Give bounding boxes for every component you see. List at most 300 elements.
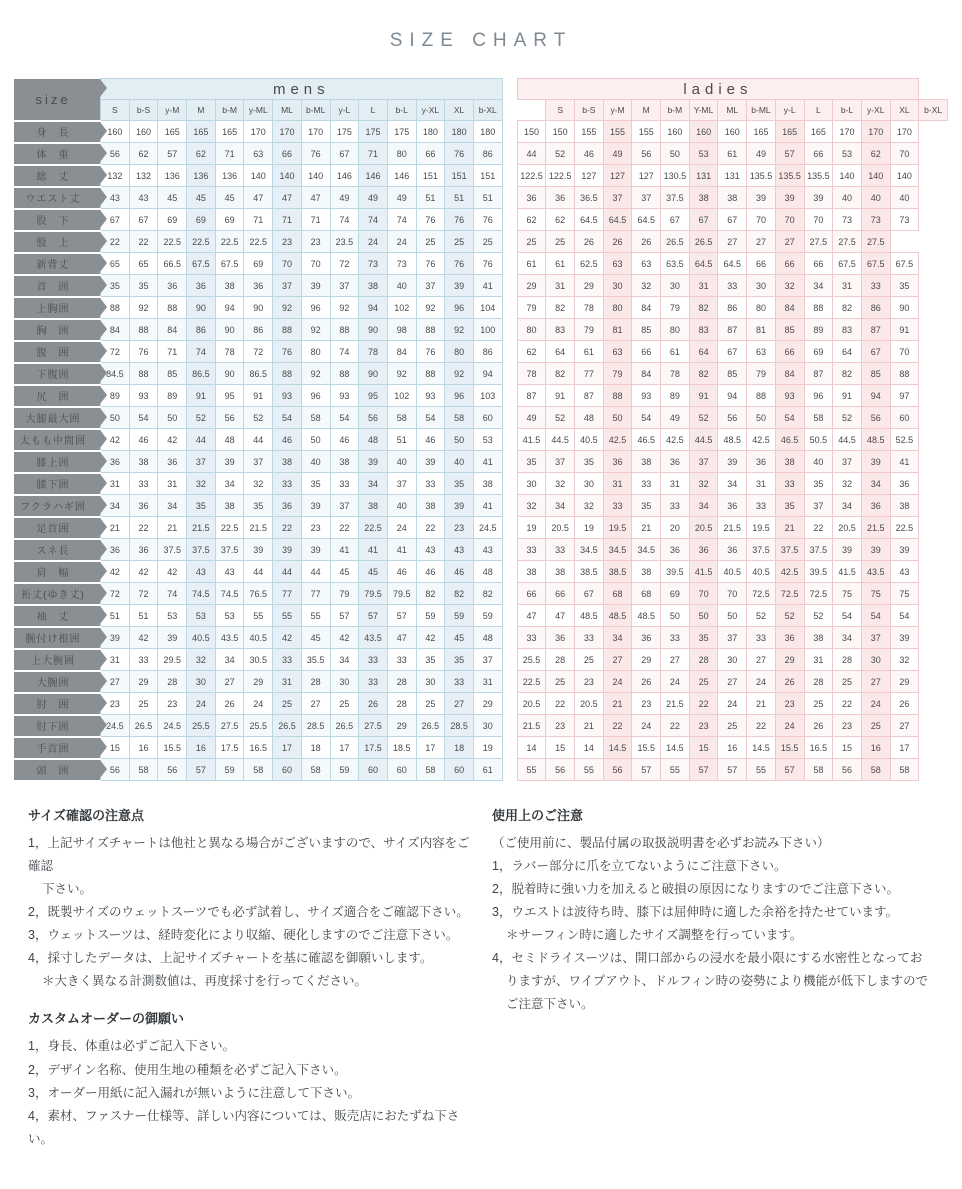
cell-ladies: 38 bbox=[775, 451, 804, 473]
cell-ladies: 54 bbox=[890, 605, 919, 627]
cell-ladies: 31 bbox=[833, 275, 862, 297]
cell-ladies: 67.5 bbox=[833, 253, 862, 275]
cell-mens: 96 bbox=[301, 297, 330, 319]
cell-mens: 45 bbox=[187, 187, 216, 209]
cell-mens: 28 bbox=[387, 671, 416, 693]
cell-mens: 25 bbox=[330, 693, 359, 715]
cell-mens: 62 bbox=[187, 143, 216, 165]
cell-ladies: 33 bbox=[603, 495, 632, 517]
cell-ladies: 52 bbox=[689, 407, 718, 429]
notes-line: 3，ウエストは波待ち時、膝下は屈伸時に適した余裕を持たせています。 bbox=[492, 901, 934, 924]
column-gap bbox=[502, 363, 517, 385]
cell-mens: 92 bbox=[387, 363, 416, 385]
cell-ladies: 87 bbox=[575, 385, 604, 407]
cell-mens: 71 bbox=[359, 143, 388, 165]
cell-mens: 30 bbox=[416, 671, 445, 693]
cell-mens: 93 bbox=[273, 385, 302, 407]
cell-mens: 36 bbox=[158, 451, 187, 473]
cell-mens: 27.5 bbox=[215, 715, 244, 737]
cell-mens: 36 bbox=[187, 275, 216, 297]
cell-mens: 94 bbox=[473, 363, 502, 385]
cell-mens: 95 bbox=[215, 385, 244, 407]
cell-mens: 36 bbox=[101, 539, 130, 561]
notes-line: 下さい。 bbox=[28, 878, 470, 901]
cell-mens: 31 bbox=[101, 649, 130, 671]
column-header-mens-b-M: b-M bbox=[215, 100, 244, 121]
cell-ladies: 15 bbox=[546, 737, 575, 759]
cell-mens: 44 bbox=[187, 429, 216, 451]
column-header-mens-S: S bbox=[101, 100, 130, 121]
cell-ladies: 43 bbox=[890, 561, 919, 583]
cell-ladies: 57 bbox=[632, 759, 661, 781]
cell-ladies: 58 bbox=[804, 759, 833, 781]
column-gap bbox=[517, 100, 546, 121]
cell-ladies: 135.5 bbox=[804, 165, 833, 187]
cell-ladies: 36 bbox=[661, 539, 690, 561]
cell-ladies: 28 bbox=[689, 649, 718, 671]
cell-ladies: 53 bbox=[689, 143, 718, 165]
cell-mens: 96 bbox=[445, 297, 474, 319]
cell-ladies: 70 bbox=[804, 209, 833, 231]
cell-ladies: 25 bbox=[546, 671, 575, 693]
column-gap bbox=[502, 473, 517, 495]
cell-mens: 46 bbox=[445, 561, 474, 583]
cell-ladies: 21 bbox=[603, 693, 632, 715]
cell-mens: 44 bbox=[273, 561, 302, 583]
cell-ladies: 30 bbox=[747, 275, 776, 297]
cell-ladies: 15 bbox=[689, 737, 718, 759]
cell-ladies: 34 bbox=[603, 627, 632, 649]
cell-mens: 53 bbox=[187, 605, 216, 627]
cell-mens: 26.5 bbox=[129, 715, 158, 737]
cell-mens: 37 bbox=[273, 275, 302, 297]
cell-ladies: 50 bbox=[747, 407, 776, 429]
cell-mens: 33 bbox=[273, 649, 302, 671]
cell-ladies: 41.5 bbox=[833, 561, 862, 583]
cell-ladies: 22 bbox=[603, 715, 632, 737]
cell-mens: 41 bbox=[387, 539, 416, 561]
cell-mens: 22.5 bbox=[244, 231, 273, 253]
cell-mens: 136 bbox=[158, 165, 187, 187]
cell-mens: 37.5 bbox=[187, 539, 216, 561]
cell-mens: 90 bbox=[359, 319, 388, 341]
cell-ladies: 47 bbox=[546, 605, 575, 627]
cell-ladies: 150 bbox=[546, 121, 575, 143]
cell-mens: 46 bbox=[129, 429, 158, 451]
column-gap bbox=[502, 253, 517, 275]
cell-mens: 38 bbox=[359, 495, 388, 517]
cell-ladies: 135.5 bbox=[747, 165, 776, 187]
table-row bbox=[14, 561, 948, 583]
cell-mens: 74.5 bbox=[215, 583, 244, 605]
cell-ladies: 56 bbox=[718, 407, 747, 429]
cell-mens: 69 bbox=[187, 209, 216, 231]
cell-ladies: 40 bbox=[890, 187, 919, 209]
cell-ladies: 62 bbox=[517, 209, 546, 231]
cell-ladies: 61 bbox=[718, 143, 747, 165]
cell-ladies: 36 bbox=[546, 627, 575, 649]
cell-ladies: 29 bbox=[775, 649, 804, 671]
cell-ladies: 33 bbox=[546, 539, 575, 561]
cell-mens: 35 bbox=[129, 275, 158, 297]
cell-ladies: 67 bbox=[689, 209, 718, 231]
cell-ladies: 33 bbox=[517, 627, 546, 649]
cell-ladies: 34 bbox=[833, 495, 862, 517]
cell-mens: 48 bbox=[215, 429, 244, 451]
cell-ladies: 83 bbox=[689, 319, 718, 341]
cell-mens: 92 bbox=[129, 297, 158, 319]
cell-ladies: 22.5 bbox=[890, 517, 919, 539]
cell-mens: 38 bbox=[215, 275, 244, 297]
cell-ladies: 32 bbox=[632, 275, 661, 297]
row-label: スネ長 bbox=[14, 539, 101, 561]
cell-ladies: 87 bbox=[861, 319, 890, 341]
cell-ladies: 39 bbox=[861, 451, 890, 473]
cell-ladies: 127 bbox=[632, 165, 661, 187]
column-header-mens-XL: XL bbox=[445, 100, 474, 121]
table-row bbox=[14, 165, 948, 187]
cell-mens: 37 bbox=[416, 275, 445, 297]
cell-mens: 43 bbox=[215, 561, 244, 583]
cell-mens: 25 bbox=[445, 231, 474, 253]
cell-mens: 18.5 bbox=[387, 737, 416, 759]
table-row bbox=[14, 759, 948, 781]
cell-ladies: 21 bbox=[775, 517, 804, 539]
cell-ladies: 80 bbox=[661, 319, 690, 341]
cell-mens: 45 bbox=[158, 187, 187, 209]
column-header-ladies-S: S bbox=[546, 100, 575, 121]
cell-mens: 42 bbox=[158, 429, 187, 451]
cell-mens: 88 bbox=[330, 319, 359, 341]
cell-ladies: 29 bbox=[632, 649, 661, 671]
cell-mens: 88 bbox=[273, 319, 302, 341]
cell-mens: 19 bbox=[473, 737, 502, 759]
cell-mens: 89 bbox=[158, 385, 187, 407]
cell-ladies: 14 bbox=[575, 737, 604, 759]
cell-ladies: 61 bbox=[661, 341, 690, 363]
cell-mens: 24 bbox=[387, 517, 416, 539]
cell-ladies: 21 bbox=[575, 715, 604, 737]
cell-ladies: 24 bbox=[603, 671, 632, 693]
cell-ladies: 122.5 bbox=[546, 165, 575, 187]
cell-mens: 30 bbox=[473, 715, 502, 737]
cell-ladies: 135.5 bbox=[775, 165, 804, 187]
cell-mens: 40.5 bbox=[187, 627, 216, 649]
cell-ladies: 39 bbox=[718, 451, 747, 473]
cell-mens: 71 bbox=[158, 341, 187, 363]
cell-mens: 90 bbox=[215, 363, 244, 385]
cell-ladies: 23 bbox=[689, 715, 718, 737]
cell-mens: 84 bbox=[158, 319, 187, 341]
cell-ladies: 130.5 bbox=[661, 165, 690, 187]
cell-ladies: 94 bbox=[861, 385, 890, 407]
cell-ladies: 89 bbox=[804, 319, 833, 341]
cell-ladies: 24 bbox=[775, 715, 804, 737]
column-gap bbox=[502, 187, 517, 209]
cell-mens: 51 bbox=[445, 187, 474, 209]
cell-ladies: 29 bbox=[890, 671, 919, 693]
cell-ladies: 127 bbox=[603, 165, 632, 187]
cell-mens: 15 bbox=[101, 737, 130, 759]
cell-ladies: 23 bbox=[632, 693, 661, 715]
cell-mens: 61 bbox=[473, 759, 502, 781]
cell-ladies: 52 bbox=[546, 143, 575, 165]
cell-mens: 76 bbox=[473, 209, 502, 231]
cell-mens: 140 bbox=[301, 165, 330, 187]
cell-mens: 23 bbox=[301, 517, 330, 539]
cell-mens: 67.5 bbox=[187, 253, 216, 275]
cell-mens: 26 bbox=[215, 693, 244, 715]
cell-mens: 26.5 bbox=[273, 715, 302, 737]
cell-ladies: 62 bbox=[517, 341, 546, 363]
cell-mens: 49 bbox=[387, 187, 416, 209]
cell-ladies: 33 bbox=[747, 627, 776, 649]
cell-mens: 54 bbox=[330, 407, 359, 429]
cell-ladies: 36 bbox=[689, 539, 718, 561]
cell-mens: 58 bbox=[301, 407, 330, 429]
cell-ladies: 31 bbox=[804, 649, 833, 671]
cell-mens: 73 bbox=[387, 253, 416, 275]
cell-ladies: 25 bbox=[718, 715, 747, 737]
cell-ladies: 42.5 bbox=[603, 429, 632, 451]
cell-mens: 30 bbox=[330, 671, 359, 693]
column-header-ladies-b-M: b-M bbox=[661, 100, 690, 121]
table-row bbox=[14, 253, 948, 275]
cell-ladies: 21 bbox=[632, 517, 661, 539]
cell-ladies: 37 bbox=[804, 495, 833, 517]
cell-ladies: 27 bbox=[718, 671, 747, 693]
column-header-mens-b-XL: b-XL bbox=[473, 100, 502, 121]
cell-mens: 43.5 bbox=[215, 627, 244, 649]
cell-ladies: 33 bbox=[747, 495, 776, 517]
cell-mens: 51 bbox=[129, 605, 158, 627]
cell-mens: 54 bbox=[273, 407, 302, 429]
cell-mens: 62 bbox=[129, 143, 158, 165]
cell-ladies: 64 bbox=[689, 341, 718, 363]
cell-mens: 52 bbox=[187, 407, 216, 429]
cell-ladies: 67 bbox=[575, 583, 604, 605]
cell-ladies: 27 bbox=[775, 231, 804, 253]
cell-mens: 42 bbox=[101, 429, 130, 451]
column-header-mens-y-ML: y-ML bbox=[244, 100, 273, 121]
cell-ladies: 28 bbox=[804, 671, 833, 693]
cell-ladies: 84 bbox=[632, 363, 661, 385]
cell-ladies: 42.5 bbox=[661, 429, 690, 451]
cell-ladies: 36 bbox=[603, 451, 632, 473]
cell-mens: 17 bbox=[273, 737, 302, 759]
cell-mens: 38 bbox=[273, 451, 302, 473]
cell-mens: 32 bbox=[244, 473, 273, 495]
cell-ladies: 77 bbox=[575, 363, 604, 385]
cell-ladies: 48.5 bbox=[575, 605, 604, 627]
cell-ladies: 36.5 bbox=[575, 187, 604, 209]
row-label: 股 上 bbox=[14, 231, 101, 253]
cell-ladies: 34 bbox=[689, 495, 718, 517]
cell-ladies: 170 bbox=[861, 121, 890, 143]
cell-ladies: 36 bbox=[747, 451, 776, 473]
cell-mens: 45 bbox=[301, 627, 330, 649]
cell-ladies: 39 bbox=[747, 187, 776, 209]
cell-ladies: 81 bbox=[603, 319, 632, 341]
cell-ladies: 88 bbox=[804, 297, 833, 319]
cell-ladies: 36 bbox=[546, 187, 575, 209]
cell-mens: 84.5 bbox=[101, 363, 130, 385]
cell-ladies: 52.5 bbox=[890, 429, 919, 451]
cell-ladies: 69 bbox=[661, 583, 690, 605]
cell-ladies: 82 bbox=[689, 297, 718, 319]
cell-mens: 50 bbox=[101, 407, 130, 429]
column-header-mens-ML: ML bbox=[273, 100, 302, 121]
table-row bbox=[14, 495, 948, 517]
column-gap bbox=[502, 495, 517, 517]
cell-ladies: 34.5 bbox=[632, 539, 661, 561]
cell-ladies: 73 bbox=[890, 209, 919, 231]
cell-ladies: 48.5 bbox=[718, 429, 747, 451]
table-row bbox=[14, 429, 948, 451]
cell-ladies: 39 bbox=[890, 627, 919, 649]
cell-mens: 27 bbox=[215, 671, 244, 693]
cell-ladies: 44.5 bbox=[833, 429, 862, 451]
cell-ladies: 70 bbox=[689, 583, 718, 605]
cell-ladies: 66 bbox=[804, 253, 833, 275]
table-row bbox=[14, 649, 948, 671]
cell-ladies: 70 bbox=[890, 143, 919, 165]
cell-ladies: 34.5 bbox=[603, 539, 632, 561]
cell-mens: 56 bbox=[158, 759, 187, 781]
cell-ladies: 22 bbox=[546, 693, 575, 715]
notes-line: 1，身長、体重は必ずご記入下さい。 bbox=[28, 1035, 470, 1058]
cell-mens: 40.5 bbox=[244, 627, 273, 649]
cell-ladies: 39 bbox=[890, 539, 919, 561]
cell-mens: 44 bbox=[244, 561, 273, 583]
cell-ladies: 39 bbox=[833, 539, 862, 561]
cell-mens: 72 bbox=[101, 583, 130, 605]
cell-mens: 55 bbox=[244, 605, 273, 627]
row-label: フクラハギ囲 bbox=[14, 495, 101, 517]
cell-ladies: 63 bbox=[603, 341, 632, 363]
cell-ladies: 84 bbox=[632, 297, 661, 319]
cell-ladies: 75 bbox=[890, 583, 919, 605]
cell-ladies: 61 bbox=[517, 253, 546, 275]
cell-mens: 38 bbox=[416, 495, 445, 517]
cell-mens: 93 bbox=[129, 385, 158, 407]
cell-ladies: 26 bbox=[575, 231, 604, 253]
column-header-ladies-y-M: y-M bbox=[603, 100, 632, 121]
column-gap bbox=[502, 341, 517, 363]
cell-mens: 41 bbox=[359, 539, 388, 561]
cell-mens: 88 bbox=[416, 363, 445, 385]
cell-ladies: 82 bbox=[546, 363, 575, 385]
cell-mens: 66.5 bbox=[158, 253, 187, 275]
cell-ladies: 35 bbox=[890, 275, 919, 297]
column-header-mens-M: M bbox=[187, 100, 216, 121]
cell-mens: 22 bbox=[129, 517, 158, 539]
cell-ladies: 52 bbox=[833, 407, 862, 429]
cell-mens: 67.5 bbox=[215, 253, 244, 275]
cell-ladies: 80 bbox=[517, 319, 546, 341]
cell-mens: 34 bbox=[215, 649, 244, 671]
notes-block bbox=[28, 804, 470, 994]
cell-ladies: 34 bbox=[861, 473, 890, 495]
cell-mens: 58 bbox=[387, 407, 416, 429]
cell-mens: 72 bbox=[244, 341, 273, 363]
cell-mens: 43 bbox=[187, 561, 216, 583]
cell-ladies: 72.5 bbox=[804, 583, 833, 605]
cell-ladies: 56 bbox=[632, 143, 661, 165]
table-row bbox=[14, 737, 948, 759]
cell-ladies: 89 bbox=[661, 385, 690, 407]
cell-mens: 35 bbox=[301, 473, 330, 495]
cell-mens: 136 bbox=[187, 165, 216, 187]
table-row bbox=[14, 671, 948, 693]
cell-ladies: 25 bbox=[517, 231, 546, 253]
cell-ladies: 40.5 bbox=[747, 561, 776, 583]
cell-mens: 47 bbox=[244, 187, 273, 209]
cell-mens: 92 bbox=[445, 319, 474, 341]
cell-mens: 36 bbox=[129, 539, 158, 561]
cell-ladies: 75 bbox=[833, 583, 862, 605]
cell-ladies: 40.5 bbox=[575, 429, 604, 451]
notes-line: りますが、ワイプアウト、ドルフィン時の姿勢により機能が低下しますので bbox=[492, 970, 934, 993]
cell-ladies: 90 bbox=[890, 297, 919, 319]
cell-mens: 58 bbox=[445, 407, 474, 429]
cell-mens: 74 bbox=[359, 209, 388, 231]
cell-mens: 82 bbox=[445, 583, 474, 605]
cell-mens: 86 bbox=[473, 143, 502, 165]
notes-heading: 使用上のご注意 bbox=[492, 804, 934, 828]
cell-mens: 67 bbox=[129, 209, 158, 231]
cell-mens: 160 bbox=[101, 121, 130, 143]
cell-mens: 22.5 bbox=[187, 231, 216, 253]
cell-mens: 175 bbox=[330, 121, 359, 143]
cell-mens: 28 bbox=[387, 693, 416, 715]
cell-mens: 76.5 bbox=[244, 583, 273, 605]
cell-ladies: 33 bbox=[718, 275, 747, 297]
notes-right-column bbox=[492, 804, 934, 1166]
cell-ladies: 80 bbox=[747, 297, 776, 319]
cell-ladies: 16 bbox=[718, 737, 747, 759]
cell-mens: 165 bbox=[215, 121, 244, 143]
cell-mens: 22 bbox=[129, 231, 158, 253]
row-label: 腕付け根囲 bbox=[14, 627, 101, 649]
cell-mens: 59 bbox=[416, 605, 445, 627]
cell-ladies: 19 bbox=[575, 517, 604, 539]
cell-mens: 94 bbox=[359, 297, 388, 319]
column-gap bbox=[502, 517, 517, 539]
cell-mens: 46 bbox=[416, 561, 445, 583]
cell-mens: 36 bbox=[158, 275, 187, 297]
cell-ladies: 55 bbox=[575, 759, 604, 781]
cell-mens: 16 bbox=[129, 737, 158, 759]
cell-ladies: 78 bbox=[661, 363, 690, 385]
cell-mens: 151 bbox=[473, 165, 502, 187]
cell-mens: 31 bbox=[101, 473, 130, 495]
cell-mens: 37 bbox=[473, 649, 502, 671]
cell-ladies: 36 bbox=[517, 187, 546, 209]
cell-ladies: 23 bbox=[833, 715, 862, 737]
cell-mens: 88 bbox=[330, 363, 359, 385]
row-label: 頭 囲 bbox=[14, 759, 101, 781]
column-header-ladies-L: L bbox=[804, 100, 833, 121]
column-header-mens-b-S: b-S bbox=[129, 100, 158, 121]
cell-mens: 43.5 bbox=[359, 627, 388, 649]
cell-ladies: 38 bbox=[718, 187, 747, 209]
cell-ladies: 25 bbox=[575, 649, 604, 671]
cell-ladies: 49 bbox=[661, 407, 690, 429]
column-header-row bbox=[14, 100, 948, 121]
cell-mens: 17 bbox=[330, 737, 359, 759]
cell-ladies: 155 bbox=[603, 121, 632, 143]
